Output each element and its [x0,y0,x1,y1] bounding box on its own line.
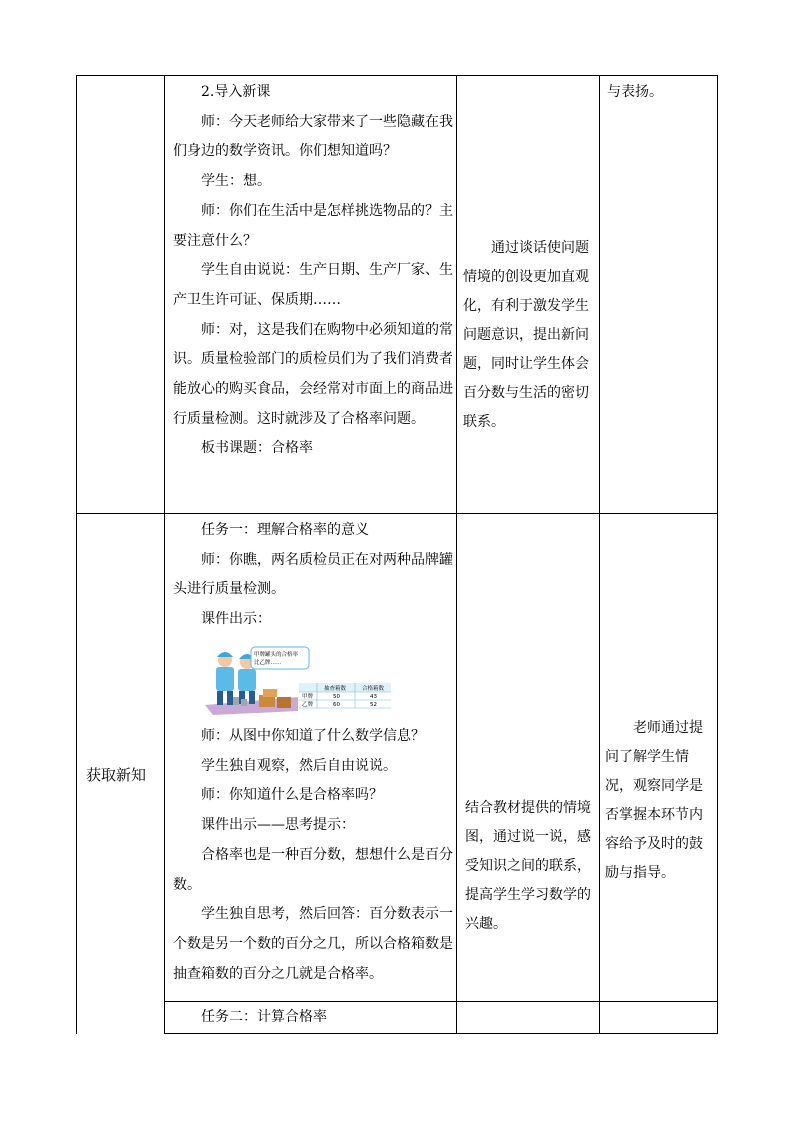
process-line: 数。 [173,876,201,893]
bubble-line-1: 甲牌罐头的合格率 [254,652,299,658]
process-line: 任务一：理解合格率的意义 [201,522,369,538]
column-divider-1 [164,75,165,1034]
process-line: 合格率也是一种百分数，想想什么是百分 [201,846,453,863]
intent-line: 兴趣。 [465,916,507,932]
row-divider-1 [76,513,718,514]
intent-line: 百分数与生活的密切 [463,385,589,401]
process-line: 课件出示——思考提示： [201,817,355,834]
column-divider-3 [599,75,600,1034]
table-cell-value: 60 [333,702,340,708]
process-line: 任务二：计算合格率 [201,1009,327,1025]
process-line: 课件出示： [201,611,271,628]
intent-line: 问题意识，提出新问 [463,327,589,343]
row2-process-text-a [173,516,453,635]
intent-line: 通过谈话使问题 [491,240,589,256]
column-divider-2 [456,75,457,1034]
process-line: 学生独自思考，然后回答：百分数表示一 [201,906,453,923]
table-left-border [76,75,77,1034]
table-cell-brand: 甲牌 [302,694,314,700]
process-line: 们身边的数学资讯。你们想知道吗？ [173,143,397,160]
row-divider-2 [164,1001,718,1002]
table-bottom-border [164,1033,718,1034]
row2-process-text-b [173,722,453,989]
process-line: 师：今天老师给大家带来了一些隐藏在我 [201,113,453,130]
row2-intent-text [465,794,599,939]
intent-line: 化，有利于激发学生 [463,298,589,314]
process-line: 要注意什么？ [173,232,257,249]
table-header-sampled: 抽查箱数 [324,686,347,692]
process-line: 个数是另一个数的百分之几，所以合格箱数是 [173,935,453,952]
table-cell-value: 50 [333,694,340,700]
evaluation-line: 况，观察同学是 [605,778,703,794]
table-right-border [717,75,718,1034]
evaluation-line: 容给予及时的鼓 [605,836,703,852]
process-line: 头进行质量检测。 [173,581,285,598]
intent-line: 受知识之间的联系， [465,858,591,874]
evaluation-line: 老师通过提 [633,720,703,736]
row1-intent-text [463,234,597,437]
process-line: 行质量检测。这时就涉及了合格率问题。 [173,410,425,427]
process-line: 板书课题：合格率 [201,440,313,457]
process-line: 学生自由说说：生产日期、生产厂家、生 [201,262,453,279]
process-line: 师：你知道什么是合格率吗？ [201,787,383,804]
process-line: 师：从图中你知道了什么数学信息？ [201,728,425,744]
process-line: 学生独自观察，然后自由说说。 [201,757,397,774]
row2-evaluation-text [605,714,717,888]
evaluation-line: 否掌握本环节内 [605,807,703,823]
intent-line: 情境的创设更加直观 [463,269,589,285]
table-cell-value: 52 [370,702,377,708]
row1-process-text [173,78,453,464]
process-line: 抽查箱数的百分之几就是合格率。 [173,965,383,982]
courseware-illustration [203,645,393,717]
intent-line: 联系。 [463,414,505,430]
process-line: 2.导入新课 [201,84,271,100]
inspectors-image [203,645,393,717]
intent-line: 提高学生学习数学的 [465,887,591,903]
intent-line: 题，同时让学生体会 [463,356,589,372]
table-header-qualified: 合格箱数 [362,686,385,692]
evaluation-line: 与表扬。 [607,84,663,100]
process-line: 识。质量检验部门的质检员们为了我们消费者 [173,351,453,368]
row3-process-text [173,1003,453,1033]
intent-line: 结合教材提供的情境 [465,800,591,816]
row1-evaluation-text [607,78,715,107]
bubble-line-2: 比乙牌…… [254,660,282,666]
table-cell-value: 43 [370,694,377,700]
stage-label: 获取新知 [86,766,147,784]
table-cell-brand: 乙牌 [302,702,314,708]
process-line: 产卫生许可证、保质期…… [173,291,341,308]
process-line: 能放心的购买食品，会经常对市面上的商品进 [173,381,453,398]
process-line: 师：你瞧，两名质检员正在对两种品牌罐 [201,551,453,568]
intent-line: 图，通过说一说，感 [465,829,591,845]
table-top-border [76,75,718,76]
evaluation-line: 问了解学生情 [605,749,689,765]
process-line: 学生：想。 [201,173,271,190]
process-line: 师：对，这是我们在购物中必须知道的常 [201,321,453,338]
process-line: 师：你们在生活中是怎样挑选物品的？主 [201,202,453,219]
evaluation-line: 励与指导。 [605,865,675,881]
